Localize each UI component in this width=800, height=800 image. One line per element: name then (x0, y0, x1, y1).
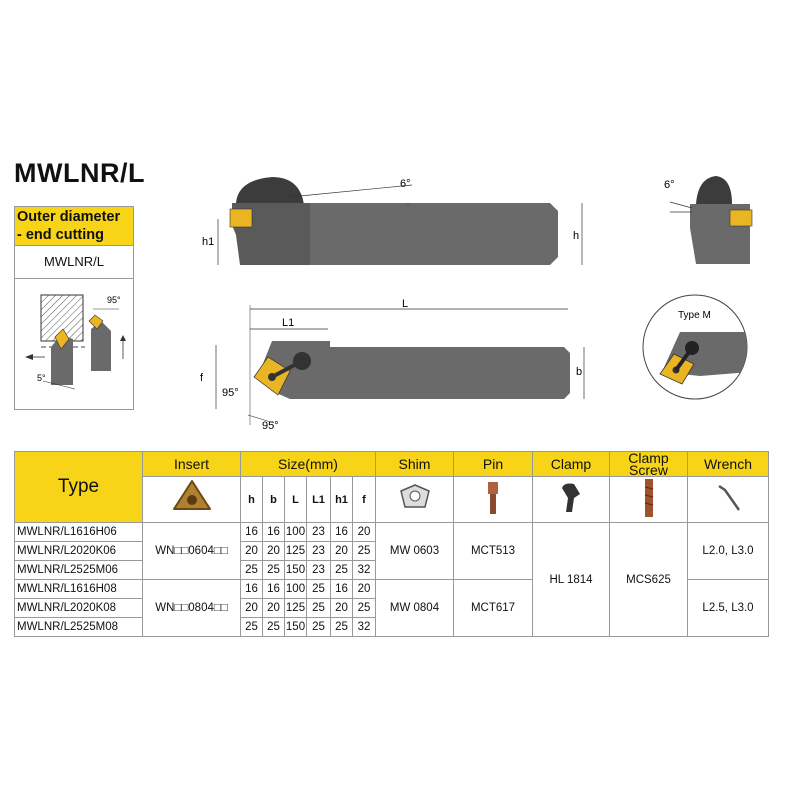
cell-b: 20 (263, 599, 285, 618)
insert-side (230, 209, 252, 227)
clamp-head (236, 177, 304, 205)
type-m-detail (640, 292, 750, 402)
cell-h: 20 (241, 542, 263, 561)
top-view (200, 298, 584, 432)
row-type: MWLNR/L2525M08 (15, 618, 143, 637)
side-angle-label: 6° (400, 178, 411, 190)
cell-h1: 25 (331, 618, 353, 637)
row-type: MWLNR/L2020K06 (15, 542, 143, 561)
pin-image (454, 477, 533, 523)
cell-L1: 25 (307, 618, 331, 637)
cell-f: 20 (353, 523, 376, 542)
header-type: Type (15, 452, 143, 523)
cell-L: 100 (285, 580, 307, 599)
cell-h1: 16 (331, 580, 353, 599)
row-type: MWLNR/L2525M06 (15, 561, 143, 580)
cell-h: 20 (241, 599, 263, 618)
shim-06: MW 0603 (376, 523, 454, 580)
cell-L1: 25 (307, 599, 331, 618)
size-col-h1: h1 (331, 477, 353, 523)
header-insert: Insert (143, 452, 241, 477)
end-angle-label: 6° (664, 179, 675, 191)
header-clamp: Clamp (533, 452, 610, 477)
size-col-L: L (285, 477, 307, 523)
end-view (640, 168, 790, 268)
h1-label: h1 (202, 236, 215, 248)
insert-08: WN□□0804□□ (143, 580, 241, 637)
clamp-screw-value: MCS625 (610, 523, 688, 637)
cutting-diagram (15, 279, 133, 409)
angle-95-a: 95° (222, 387, 239, 399)
cell-f: 32 (353, 618, 376, 637)
cell-L1: 23 (307, 523, 331, 542)
cell-b: 25 (263, 561, 285, 580)
cell-h: 25 (241, 618, 263, 637)
application-code: MWLNR/L (15, 245, 133, 279)
cell-h1: 20 (331, 599, 353, 618)
cell-h: 25 (241, 561, 263, 580)
cell-h1: 16 (331, 523, 353, 542)
row-type: MWLNR/L2020K08 (15, 599, 143, 618)
clamp-image (533, 477, 610, 523)
cell-L: 125 (285, 599, 307, 618)
page-title: MWLNR/L (14, 158, 145, 188)
wrench-08: L2.5, L3.0 (688, 580, 769, 637)
cell-h1: 20 (331, 542, 353, 561)
angle-95-b: 95° (262, 420, 279, 432)
clamp-value: HL 1814 (533, 523, 610, 637)
wrench-06: L2.0, L3.0 (688, 523, 769, 580)
header-size: Size(mm) (241, 452, 376, 477)
insert-image (143, 477, 241, 523)
f-label: f (200, 372, 204, 384)
cell-f: 20 (353, 580, 376, 599)
cell-b: 16 (263, 580, 285, 599)
header-pin: Pin (454, 452, 533, 477)
type-m-label: Type M (678, 310, 711, 321)
shim-image (376, 477, 454, 523)
holder-right (91, 321, 111, 371)
side-view (202, 177, 582, 265)
cell-h: 16 (241, 523, 263, 542)
end-clamp (696, 176, 732, 204)
size-col-b: b (263, 477, 285, 523)
holder-shank-side (310, 203, 558, 265)
wrench-icon (719, 486, 739, 510)
h-label: h (573, 230, 580, 242)
L1-label: L1 (282, 317, 295, 329)
pin-icon (488, 482, 498, 494)
cell-f: 25 (353, 542, 376, 561)
cell-L1: 23 (307, 561, 331, 580)
row-type: MWLNR/L1616H08 (15, 580, 143, 599)
application-line-1: Outer diameter (17, 209, 121, 225)
application-info-box (14, 206, 134, 410)
header-shim: Shim (376, 452, 454, 477)
L-label: L (402, 298, 409, 310)
header-clamp-screw-1: Clamp (628, 451, 669, 466)
cell-h: 16 (241, 580, 263, 599)
header-clamp-screw (610, 452, 688, 477)
clamp-screw-icon (645, 479, 653, 517)
angle-5-label: 5° (37, 373, 46, 383)
holder-shank-top (260, 341, 570, 399)
header-clamp-screw-2: Screw (629, 462, 668, 477)
cell-L: 150 (285, 561, 307, 580)
end-insert (730, 210, 752, 226)
b-label: b (576, 366, 583, 378)
cell-L: 125 (285, 542, 307, 561)
spec-table (14, 451, 769, 637)
size-col-h: h (241, 477, 263, 523)
application-label (15, 207, 133, 245)
wrench-image (688, 477, 769, 523)
cell-L1: 23 (307, 542, 331, 561)
cell-b: 20 (263, 542, 285, 561)
row-type: MWLNR/L1616H06 (15, 523, 143, 542)
pin-08: MCT617 (454, 580, 533, 637)
angle-95-label: 95° (107, 295, 121, 305)
cell-b: 16 (263, 523, 285, 542)
cell-L1: 25 (307, 580, 331, 599)
cell-h1: 25 (331, 561, 353, 580)
clamp-screw-image (610, 477, 688, 523)
clamp-icon (562, 484, 580, 513)
cell-L: 150 (285, 618, 307, 637)
size-col-f: f (353, 477, 376, 523)
pin-06: MCT513 (454, 523, 533, 580)
shim-08: MW 0804 (376, 580, 454, 637)
size-col-L1: L1 (307, 477, 331, 523)
technical-drawing (190, 165, 610, 440)
cell-f: 25 (353, 599, 376, 618)
insert-06: WN□□0604□□ (143, 523, 241, 580)
cell-b: 25 (263, 618, 285, 637)
cell-f: 32 (353, 561, 376, 580)
header-wrench: Wrench (688, 452, 769, 477)
cell-L: 100 (285, 523, 307, 542)
application-line-2: - end cutting (17, 227, 104, 243)
